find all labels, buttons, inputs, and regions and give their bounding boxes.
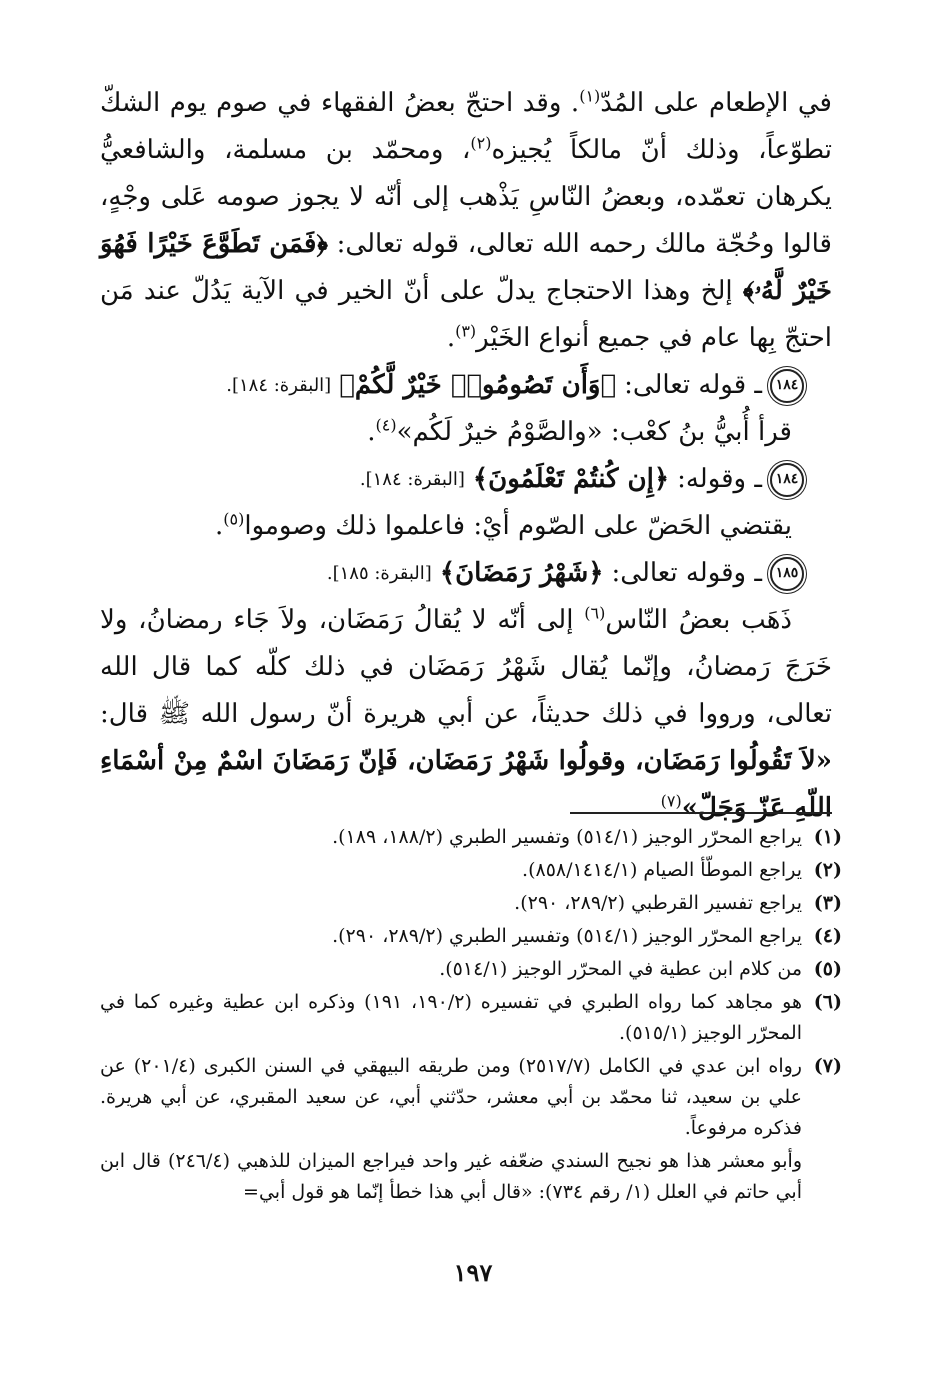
footnote-item xyxy=(100,987,842,1049)
verse-heading-184-a xyxy=(100,362,832,409)
page-number: ١٩٧ xyxy=(453,1258,493,1287)
footnote-ref-6[interactable]: (٦) xyxy=(584,603,606,623)
quran-verse: ﴿وَأَن تَصُومُوا۟ خَيْرٌ لَّكُمْ﴾ xyxy=(339,370,617,400)
footnote-text: يراجع المحرّر الوجيز (٥١٤/١) وتفسير الطبري (٢٨٩/٢، ٢٩٠). xyxy=(332,925,802,947)
text-run: . xyxy=(367,417,376,447)
footnote-text: هو مجاهد كما رواه الطبري في تفسيره (١٩٠/٢، ١٩١) وذكره ابن عطية وغيره كما في المحرّر الوجيز (٥١٥/١). xyxy=(100,991,802,1044)
main-text xyxy=(100,80,832,832)
footnote-separator xyxy=(570,812,832,814)
footnote-number: (٣) xyxy=(813,892,842,914)
text-run: ذَهَب بعضُ النّاس xyxy=(605,605,792,635)
text-run: ، ومحمّد بن مسلمة، والشافعيُّ يكرهان تعمّده، وبعضُ النّاسِ يَذْهب إلى أنّه لا يجوز صومه عَلى وجْهٍ، قالوا وحُجّة مالك رحمه الله تعالى، قوله تعالى: xyxy=(100,135,832,259)
footnote-item xyxy=(100,954,842,985)
text-run: قرأ أُبيُّ بنُ كعْب: «والصَّوْمُ خيرٌ لَكُم» xyxy=(396,417,792,447)
verse-source: [البقرة: ١٨٤]. xyxy=(226,375,332,396)
ayah-number-badge: ١٨٥ xyxy=(770,557,804,591)
footnote-ref-7[interactable]: (٧) xyxy=(660,791,682,811)
quran-verse: ﴿شَهْرُ رَمَضَانَ﴾ xyxy=(439,558,604,588)
text-run: . xyxy=(214,511,224,541)
quran-verse: ﴿فَمَن تَطَوَّعَ خَيْرًا فَهُوَ خَيْرٌ لَّهُۥ﴾ xyxy=(100,229,832,306)
footnote-text: يراجع تفسير القرطبي (٢٨٩/٢، ٢٩٠). xyxy=(514,892,802,914)
text-run: إلى أنّه لا يُقالُ رَمَضَان، ولاَ جَاء رمضانُ، ولا خَرَجَ رَمضانُ، وإنّما يُقال شَهْرُ رَمَضَان في ذلك كلّه كما قال الله تعالى، ورووا في ذلك حديثاً، عن أبي هريرة أنّ رسول الله ﷺ قال: xyxy=(100,605,832,729)
footnote-number: (٤) xyxy=(813,925,842,947)
footnote-ref-5[interactable]: (٥) xyxy=(223,509,245,529)
footnote-number: (٢) xyxy=(813,859,842,881)
footnote-ref-4[interactable]: (٤) xyxy=(375,415,397,435)
footnote-item xyxy=(100,822,842,853)
footnote-number: (٧) xyxy=(813,1055,842,1077)
paragraph-ramadan xyxy=(100,597,832,832)
footnote-number: (٦) xyxy=(813,991,842,1013)
paragraph-yaqtadi xyxy=(100,503,832,550)
verse-intro: ـ قوله تعالى: xyxy=(624,370,762,400)
verse-intro: ـ وقوله تعالى: xyxy=(611,558,762,588)
quran-verse: ﴿إِن كُنتُمْ تَعْلَمُونَ﴾ xyxy=(472,464,670,494)
text-run: . xyxy=(446,323,456,353)
footnote-text: يراجع المحرّر الوجيز (٥١٤/١) وتفسير الطبري (١٨٨/٢، ١٨٩). xyxy=(332,826,802,848)
footnote-item xyxy=(100,855,842,886)
footnotes xyxy=(100,822,842,1208)
verse-source: [البقرة: ١٨٥]. xyxy=(326,563,432,584)
footnote-text: من كلام ابن عطية في المحرّر الوجيز (٥١٤/١). xyxy=(439,958,802,980)
footnote-text: يراجع الموطّأ الصيام (٨٥٨/١٤١٤/١). xyxy=(522,859,802,881)
text-run: إلخ وهذا الاحتجاج يدلّ على أنّ الخير في الآية يَدُلّ عند مَن احتجّ بِها عام في جميع أنواع الخَيْر xyxy=(100,276,832,353)
hadith-quote: «لاَ تَقُولُوا رَمَضَان، وقولُوا شَهْرُ رَمَضَان، فَإنّ رَمَضَانَ اسْمٌ مِنْ أسْمَاءِ اللّهِ عَزّ وَجَلّ» xyxy=(100,746,832,823)
footnote-ref-3[interactable]: (٣) xyxy=(455,321,477,341)
footnote-continuation: وأبو معشر هذا هو نجيح السندي ضعّفه غير واحد فيراجع الميزان للذهبي (٢٤٦/٤) قال ابن أبي حاتم في العلل (١/ رقم ٧٣٤): «قال أبي هذا خطأ إنّما هو قول أبي= xyxy=(100,1150,802,1203)
paragraph-qiraa xyxy=(100,409,832,456)
footnote-ref-1[interactable]: (١) xyxy=(579,86,601,106)
footnote-item xyxy=(100,921,842,952)
text-run: في الإطعام على المُدّ xyxy=(600,88,832,118)
verse-intro: ـ وقوله: xyxy=(677,464,762,494)
ayah-number-badge: ١٨٤ xyxy=(770,369,804,403)
footnote-number: (٥) xyxy=(813,958,842,980)
text-run: . وقد احتجّ بعضُ الفقهاء في صوم يوم الشكّ تطوّعاً، وذلك أنّ مالكاً يُجيزه xyxy=(100,88,832,165)
footnote-number: (١) xyxy=(813,826,842,848)
paragraph-intro xyxy=(100,80,832,362)
footnote-ref-2[interactable]: (٢) xyxy=(470,133,492,153)
text-run: يقتضي الحَضّ على الصّوم أيْ: فاعلموا ذلك وصوموا xyxy=(244,511,792,541)
footnote-item xyxy=(100,1051,842,1144)
verse-source: [البقرة: ١٨٤]. xyxy=(359,469,465,490)
footnote-item xyxy=(100,888,842,919)
verse-heading-184-b xyxy=(100,456,832,503)
verse-heading-185 xyxy=(100,550,832,597)
ayah-number-badge: ١٨٤ xyxy=(770,463,804,497)
footnote-text: رواه ابن عدي في الكامل (٢٥١٧/٧) ومن طريقه البيهقي في السنن الكبرى (٢٠١/٤) عن علي بن سعيد، ثنا محمّد بن أبي معشر، حدّثني أبي، عن سعيد المقبري، عن أبي هريرة. فذكره مرفوعاً. xyxy=(100,1055,802,1139)
